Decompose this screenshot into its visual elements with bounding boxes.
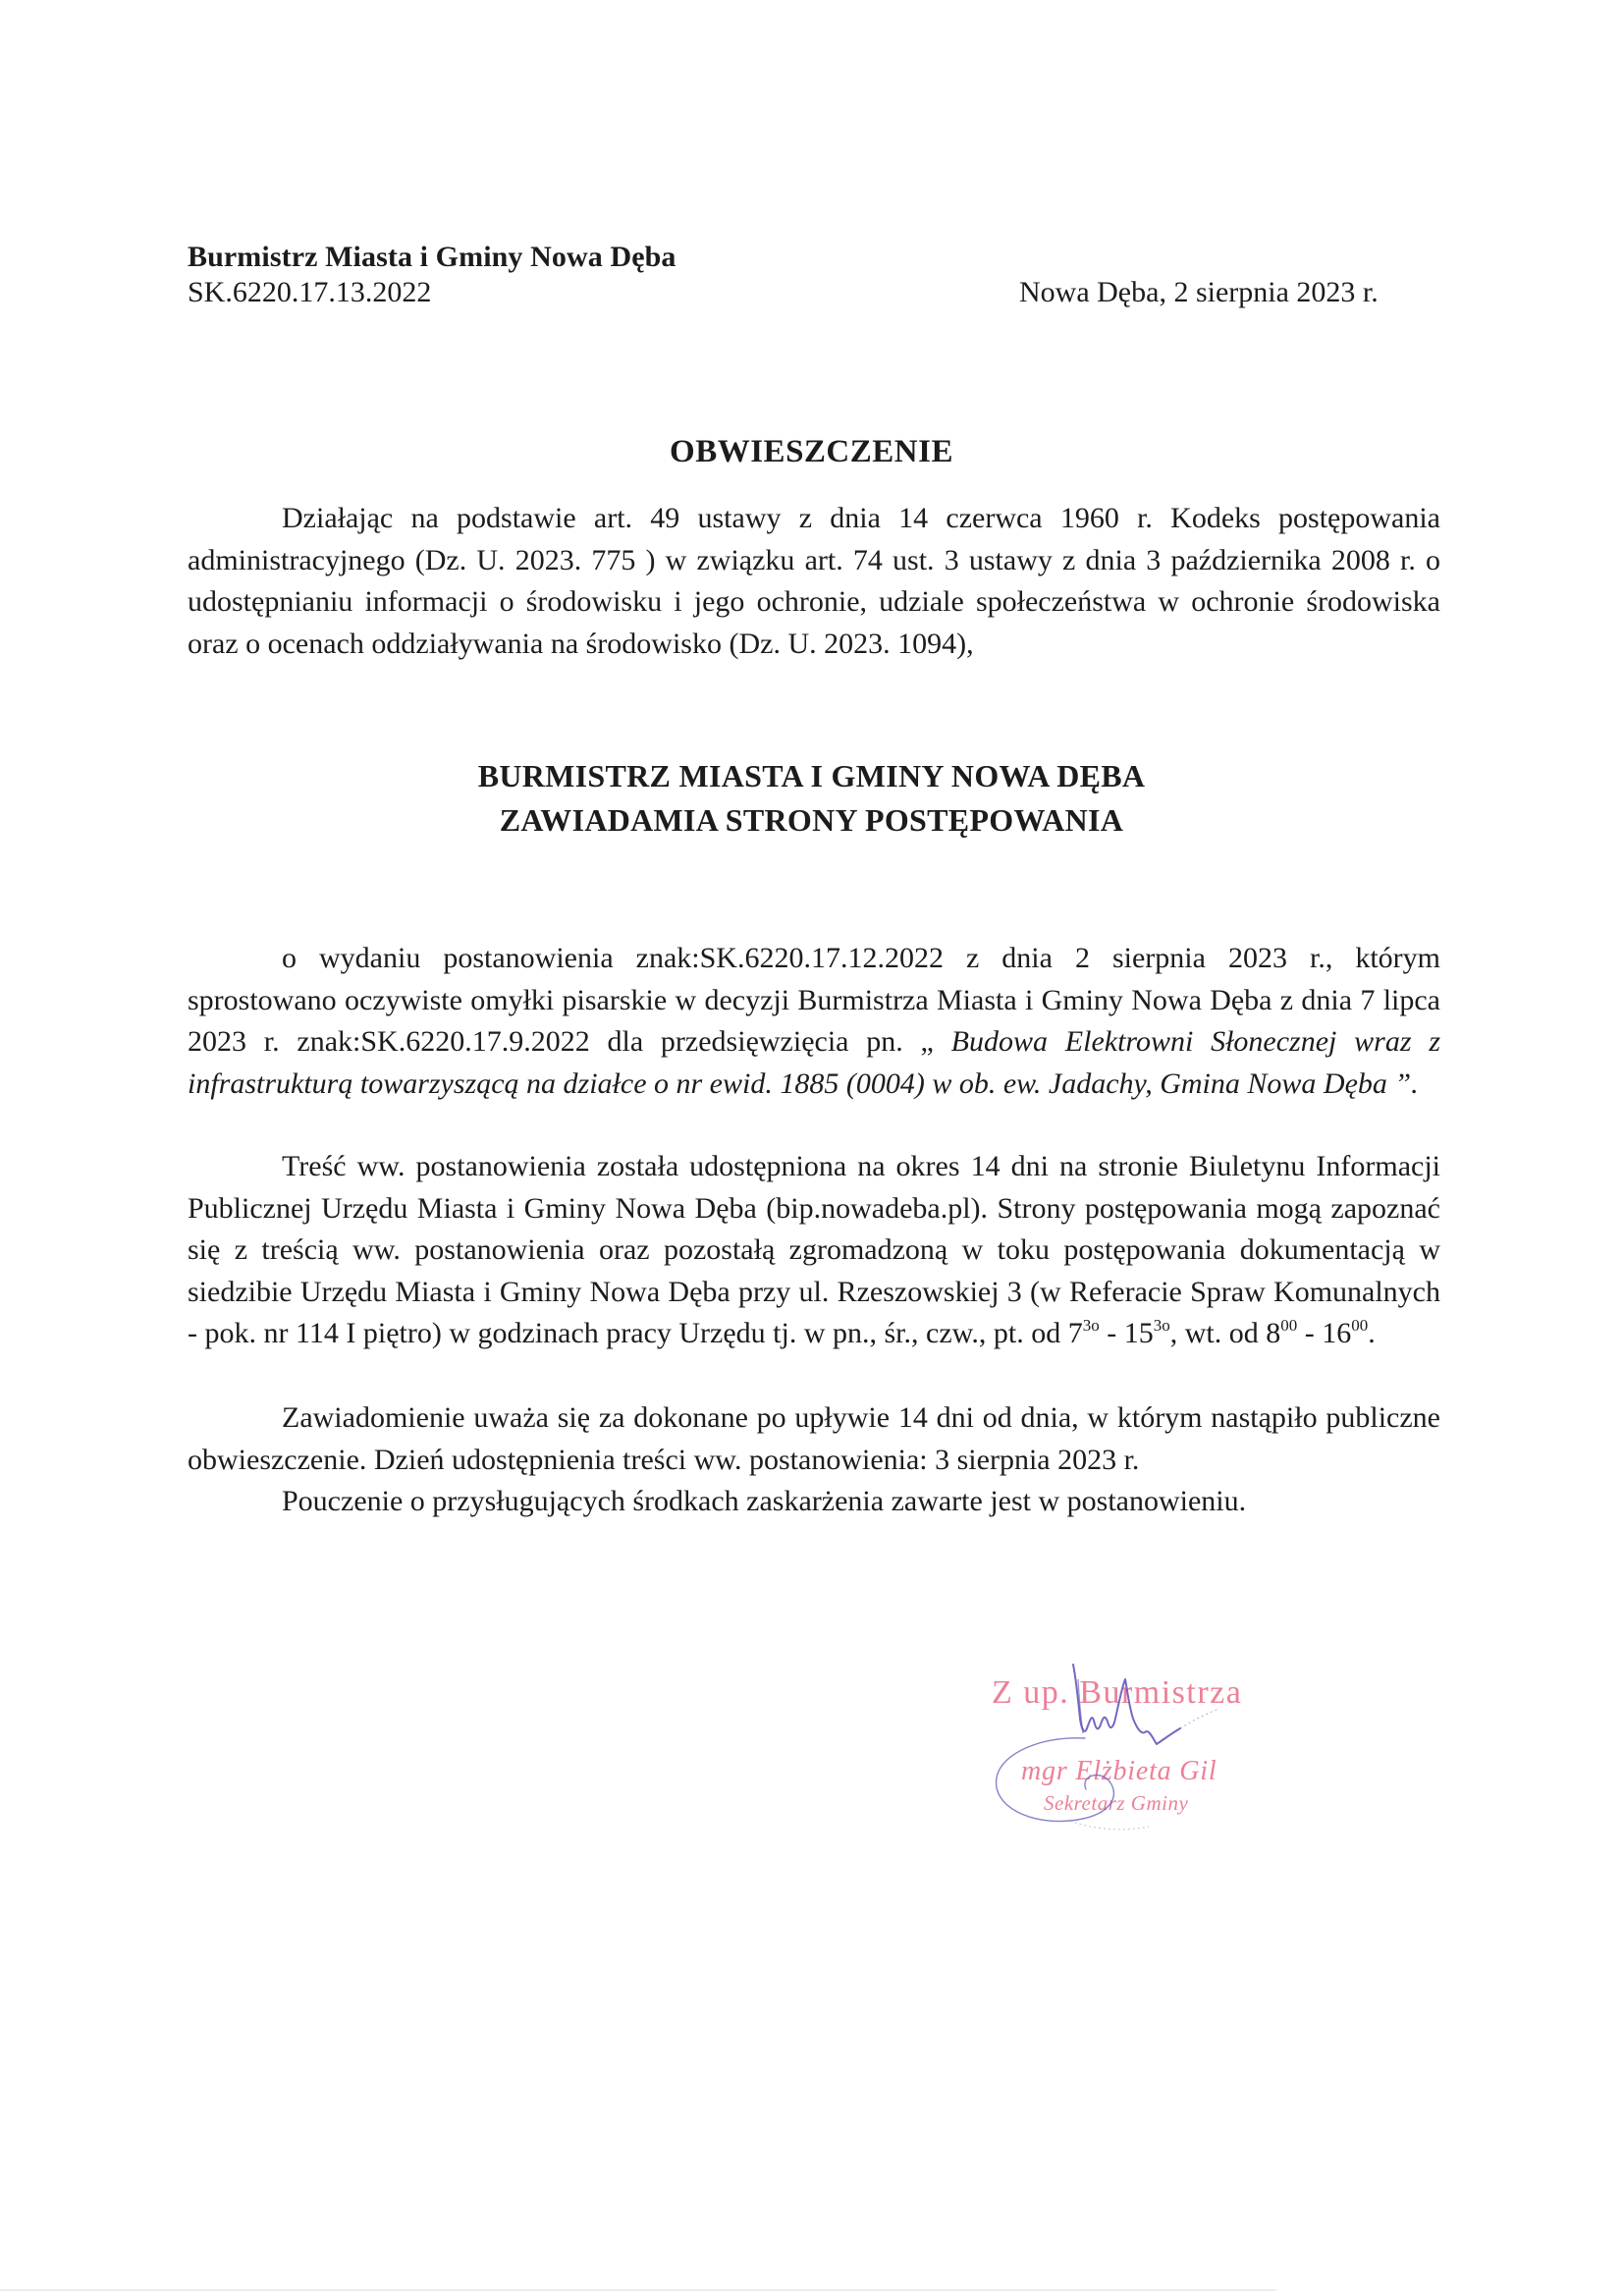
scan-edge-line: [0, 2289, 1276, 2291]
reference-number: SK.6220.17.13.2022: [188, 276, 432, 308]
handwritten-signature-icon: [962, 1660, 1335, 1856]
announcement-line-1: BURMISTRZ MIASTA I GMINY NOWA DĘBA: [477, 758, 1146, 793]
document-title: OBWIESZCZENIE: [670, 434, 953, 469]
official-stamp: [962, 1660, 1335, 1856]
decision-paragraph: [188, 938, 1440, 1105]
decision-text: o wydaniu postanowienia znak:SK.6220.17.12.2022 z dnia 2 sierpnia 2023 r., którym sprostowano oczywiste omyłki pisarskie w decyzji Burmistrza Miasta i Gminy Nowa Dęba z dnia 7 lipca 2023 r. znak:SK.6220.17.9.2022 dla przedsięwzięcia pn. „: [188, 942, 1440, 1058]
project-name: Budowa Elektrowni Słonecznej wraz z infrastrukturą towarzyszącą na działce o nr ewid. 1885 (0004) w ob. ew. Jadachy, Gmina Nowa Dęba ”.: [188, 1025, 1440, 1100]
legal-basis-paragraph: Działając na podstawie art. 49 ustawy z dnia 14 czerwca 1960 r. Kodeks postępowania administracyjnego (Dz. U. 2023. 775 ) w związku art. 74 ust. 3 ustawy z dnia 3 października 2008 r. o udostępnianiu informacji o środowisku i jego ochronie, udziale społeczeństwa w ochronie środowiska oraz o ocenach oddziaływania na środowisko (Dz. U. 2023. 1094),: [188, 502, 1440, 660]
availability-paragraph: [188, 1146, 1440, 1355]
stamp-signatory-name: mgr Elżbieta Gil: [1021, 1756, 1217, 1786]
stamp-signatory-title: Sekretarz Gminy: [1044, 1791, 1189, 1815]
appeal-info-paragraph: Pouczenie o przysługujących środkach zaskarżenia zawarte jest w postanowieniu.: [282, 1485, 1247, 1517]
office-hours: $7^{3o} - 15^{3o}$, wt. od $8^{00} - 16^{00}$.: [1067, 1316, 1376, 1349]
announcement-heading: [0, 754, 1623, 843]
notice-effect-paragraph: Zawiadomienie uważa się za dokonane po upływie 14 dni od dnia, w którym nastąpiło publiczne obwieszczenie. Dzień udostępnienia treści ww. postanowienia: 3 sierpnia 2023 r.: [188, 1401, 1440, 1476]
issuing-authority: Burmistrz Miasta i Gminy Nowa Dęba: [188, 241, 676, 273]
announcement-line-2: ZAWIADAMIA STRONY POSTĘPOWANIA: [499, 802, 1124, 838]
availability-text: Treść ww. postanowienia została udostępniona na okres 14 dni na stronie Biuletynu Informacji Publicznej Urzędu Miasta i Gminy Nowa Dęba (bip.nowadeba.pl). Strony postępowania mogą zapoznać się z treścią ww. postanowienia oraz pozostałą zgromadzoną w toku postępowania dokumentacją w siedzibie Urzędu Miasta i Gminy Nowa Dęba przy ul. Rzeszowskiej 3 (w Referacie Spraw Komunalnych - pok. nr 114 I piętro) w godzinach pracy Urzędu tj. w pn., śr., czw., pt. od: [188, 1150, 1440, 1349]
stamp-authorization: Z up. Burmistrza: [992, 1674, 1243, 1711]
place-and-date: Nowa Dęba, 2 sierpnia 2023 r.: [1019, 276, 1379, 308]
